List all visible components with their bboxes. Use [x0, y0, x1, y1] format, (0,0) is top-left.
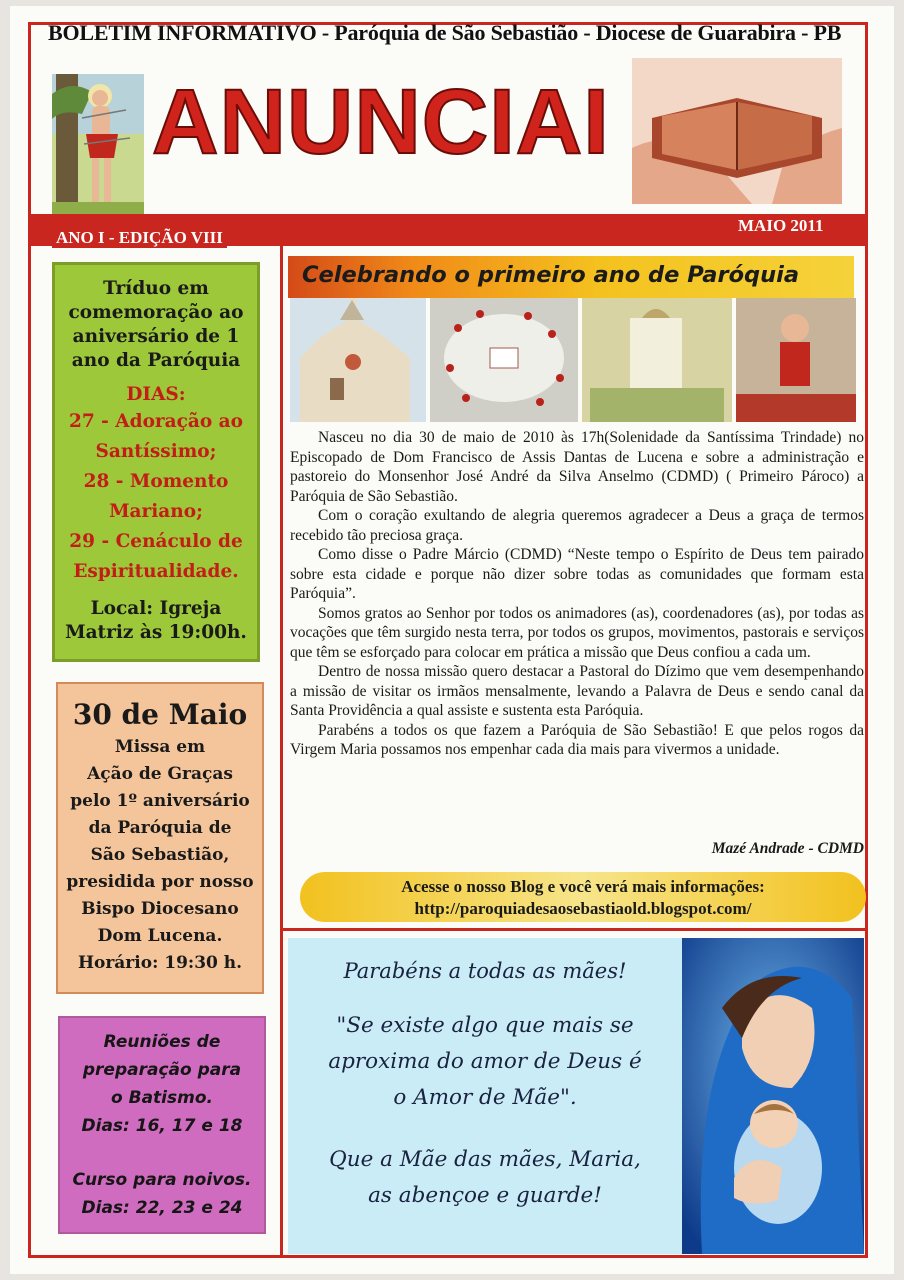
article-paragraph: Nasceu no dia 30 de maio de 2010 às 17h(Solenidade da Santíssima Trindade) no Episcopado de Dom Francisco de Assis Dantas de Lucena e sobre a administração e pastoreio do Monsenhor José André da Silva Anselmo (CDMD) ( Primeiro Pároco) a Paróquia de São Sebastião.: [290, 429, 864, 505]
celebration-photos: [290, 298, 856, 422]
saint-sebastian-image: [52, 74, 144, 216]
blog-text: Acesse o nosso Blog e você verá mais informações:: [401, 877, 765, 896]
day-29: 29 - Cenáculo de: [69, 531, 243, 552]
newsletter-title: ANUNCIAI: [152, 71, 610, 173]
baptism-line: preparação para: [82, 1060, 242, 1080]
mass-heading: 30 de Maio: [72, 698, 248, 731]
blog-banner: [300, 872, 866, 922]
wedding-course-line: Curso para noivos.: [72, 1170, 252, 1190]
triduum-intro-4: ano da Paróquia: [71, 350, 241, 371]
article-paragraph: Parabéns a todos os que fazem a Paróquia de São Sebastião! E que pelos rogos da Virgem Maria possamos nos empenhar cada dia mais para vivermos a unidade.: [290, 721, 864, 758]
quote-line: aproxima do amor de Deus é: [328, 1049, 642, 1074]
column-divider: [280, 246, 283, 1258]
meetings-box: [58, 1016, 266, 1234]
day-28-cont: Mariano;: [109, 501, 203, 522]
mass-line: Dom Lucena.: [97, 926, 223, 946]
triduum-intro-1: Tríduo em: [103, 278, 209, 299]
mass-line: Ação de Graças: [87, 764, 233, 784]
virgin-mary-image: [682, 938, 864, 1254]
blog-url-link[interactable]: http://paroquiadesaosebastiaold.blogspot.com/: [414, 899, 752, 918]
quote-line: o Amor de Mãe".: [393, 1085, 577, 1110]
baptism-line: o Batismo.: [111, 1088, 213, 1108]
mothers-day-box: [288, 938, 682, 1254]
day-27-cont: Santíssimo;: [95, 441, 217, 462]
mass-box: [56, 682, 264, 994]
article-signature: Mazé Andrade - CDMD: [711, 840, 864, 857]
edition-date: MAIO 2011: [738, 216, 824, 235]
mothers-quote: [288, 1008, 682, 1116]
article-body: [290, 428, 864, 760]
triduum-intro-2: comemoração ao: [68, 302, 244, 323]
mass-line: pelo 1º aniversário: [70, 791, 250, 811]
mass-line: Missa em: [114, 737, 206, 757]
mothers-greeting: Parabéns a todas as mães!: [343, 959, 627, 983]
mothers-blessing: [288, 1142, 682, 1214]
wedding-course-days: Dias: 22, 23 e 24: [81, 1198, 243, 1218]
days-label: DIAS:: [126, 384, 186, 405]
bible-hands-image: [632, 58, 842, 204]
day-29-cont: Espiritualidade.: [73, 561, 239, 582]
day-27: 27 - Adoração ao: [68, 411, 244, 432]
edition-label: ANO I - EDIÇÃO VIII: [52, 228, 227, 248]
baptism-days: Dias: 16, 17 e 18: [81, 1116, 243, 1136]
section-divider: [283, 928, 868, 931]
article-title-bar: [288, 256, 854, 298]
blessing-line: Que a Mãe das mães, Maria,: [329, 1147, 641, 1172]
blessing-line: as abençoe e guarde!: [368, 1183, 602, 1208]
article-paragraph: Dentro de nossa missão quero destacar a Pastoral do Dízimo que vem desempenhando a missão de visitar os irmãos mensalmente, levando a Palavra de Deus e sendo canal da Santa Providência a qual assiste e sustenta esta Paróquia.: [290, 663, 864, 719]
article-paragraph: Somos gratos ao Senhor por todos os animadores (as), coordenadores (as), por todas as vocações que têm surgido nesta terra, por todos os grupos, movimentos, pastorais e serviços que têm se esforçado para colocar em prática a missão que Deus confiou a cada um.: [290, 604, 864, 661]
mass-line: da Paróquia de: [88, 818, 232, 838]
day-28: 28 - Momento: [83, 471, 229, 492]
article-paragraph: Com o coração exultando de alegria queremos agradecer a Deus a graça de termos recebido tão preciosa graça.: [290, 507, 864, 544]
article-paragraph: Como disse o Padre Márcio (CDMD) “Neste tempo o Espírito de Deus tem pairado sobre esta cidade e porque não dizer sobre todas as comunidades que formam esta Paróquia”.: [290, 546, 864, 602]
mass-line: São Sebastião,: [90, 845, 230, 865]
local-line-1: Local: Igreja: [90, 598, 222, 619]
mass-time: Horário: 19:30 h.: [77, 953, 243, 973]
baptism-line: Reuniões de: [103, 1032, 221, 1052]
quote-line: "Se existe algo que mais se: [336, 1013, 634, 1038]
mass-line: presidida por nosso: [66, 872, 254, 892]
triduum-intro-3: aniversário de 1: [72, 326, 240, 347]
mass-line: Bispo Diocesano: [81, 899, 239, 919]
local-line-2: Matriz às 19:00h.: [65, 622, 247, 643]
triduum-box: [52, 262, 260, 662]
header-line: BOLETIM INFORMATIVO - Paróquia de São Sebastião - Diocese de Guarabira - PB: [48, 20, 842, 45]
article-title: Celebrando o primeiro ano de Paróquia: [302, 262, 800, 288]
